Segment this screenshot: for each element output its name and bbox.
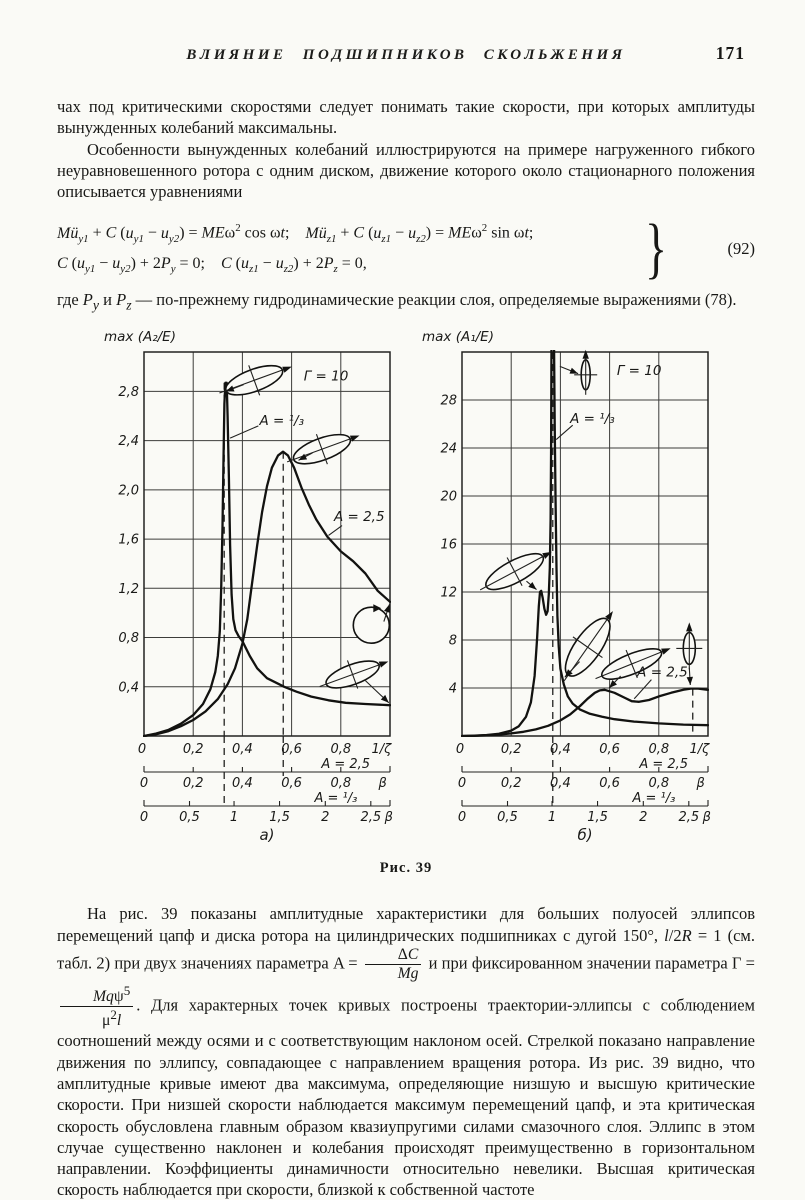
- svg-text:1,2: 1,2: [118, 582, 139, 598]
- svg-text:0,8: 0,8: [648, 742, 670, 758]
- page-number: 171: [715, 43, 745, 63]
- svg-text:0,4: 0,4: [550, 742, 571, 758]
- page-header: [57, 43, 755, 68]
- svg-text:16: 16: [440, 537, 457, 553]
- figure-caption: Рис. 39: [379, 860, 433, 877]
- svg-text:0,5: 0,5: [179, 810, 200, 826]
- svg-text:0,4: 0,4: [118, 680, 139, 696]
- equation-92: [57, 210, 755, 286]
- paragraph-after-equation: где $P_y$ и $P_z$ — по-прежнему гидродинамические реакции слоя, определяемые выражениями (78).: [57, 290, 737, 313]
- svg-text:а): а): [259, 826, 275, 845]
- svg-text:4: 4: [448, 681, 457, 697]
- svg-text:1/ζ: 1/ζ: [689, 742, 710, 758]
- equation-brace: }: [645, 210, 668, 286]
- svg-text:0: 0: [457, 776, 467, 792]
- equation-line-1: $Mü_{y1} + C$ $(u_{y1} - u_{y2}) = ME\omega^2$ cos ωt; $Mü_{z1} + C$ $(u_{z1} - u_{z2}) = ME\omega^2$ sin ωt;: [57, 222, 534, 245]
- svg-text:A = ¹/₃: A = ¹/₃: [259, 413, 305, 430]
- svg-text:0,2: 0,2: [182, 742, 204, 758]
- paragraph-continuation: чах под критическими скоростями следует понимать такие скорости, при которых амплитуды вынужденных колебаний максимальны.: [57, 97, 755, 138]
- svg-text:1,5: 1,5: [269, 810, 290, 826]
- svg-text:β: β: [378, 776, 387, 792]
- svg-text:A = 2,5: A = 2,5: [639, 757, 689, 773]
- svg-text:A = 2,5: A = 2,5: [321, 757, 371, 773]
- svg-text:б): б): [577, 826, 593, 845]
- svg-text:2: 2: [321, 810, 330, 826]
- svg-text:0,8: 0,8: [330, 776, 352, 792]
- svg-text:A = ¹/₃: A = ¹/₃: [314, 791, 358, 807]
- svg-text:A = ¹/₃: A = ¹/₃: [632, 791, 676, 807]
- svg-text:2,8: 2,8: [118, 385, 139, 401]
- svg-text:β: β: [384, 810, 393, 826]
- svg-text:0,4: 0,4: [232, 742, 253, 758]
- svg-text:max (A₁/E): max (A₁/E): [422, 329, 494, 346]
- svg-text:β: β: [702, 810, 711, 826]
- svg-text:2,5: 2,5: [678, 810, 700, 826]
- svg-text:0,8: 0,8: [118, 631, 139, 647]
- chart-b: [414, 326, 716, 860]
- svg-text:28: 28: [440, 393, 457, 409]
- svg-text:1: 1: [547, 810, 557, 826]
- figure-charts-row: [57, 326, 755, 860]
- svg-text:0,2: 0,2: [500, 776, 522, 792]
- svg-text:1: 1: [229, 810, 239, 826]
- svg-text:0,5: 0,5: [497, 810, 518, 826]
- svg-text:8: 8: [448, 633, 457, 649]
- svg-text:2,4: 2,4: [118, 434, 139, 450]
- svg-text:20: 20: [440, 489, 457, 505]
- svg-text:0,2: 0,2: [182, 776, 204, 792]
- svg-text:0,4: 0,4: [232, 776, 253, 792]
- svg-text:0,8: 0,8: [330, 742, 352, 758]
- svg-text:1,6: 1,6: [118, 532, 139, 548]
- svg-text:2,0: 2,0: [118, 483, 139, 499]
- svg-text:0: 0: [137, 742, 147, 758]
- svg-text:12: 12: [440, 585, 457, 601]
- svg-text:A = 2,5: A = 2,5: [333, 509, 385, 526]
- paragraph-intro: Особенности вынужденных колебаний иллюстрируются на примере нагруженного гибкого неуравновешенного ротора с одним диском, движение которого около стационарного положения описывается уравнениями: [57, 139, 755, 202]
- svg-text:24: 24: [440, 441, 457, 457]
- svg-text:0,6: 0,6: [281, 776, 302, 792]
- svg-text:β: β: [696, 776, 705, 792]
- svg-text:A = 2,5: A = 2,5: [637, 664, 688, 681]
- svg-text:max (A₂/E): max (A₂/E): [104, 329, 176, 346]
- svg-text:A = ¹/₃: A = ¹/₃: [570, 411, 615, 428]
- running-head: ВЛИЯНИЕ ПОДШИПНИКОВ СКОЛЬЖЕНИЯ: [186, 47, 626, 63]
- svg-text:1,5: 1,5: [587, 810, 608, 826]
- svg-text:0,4: 0,4: [550, 776, 571, 792]
- svg-text:0,2: 0,2: [500, 742, 522, 758]
- svg-text:2: 2: [639, 810, 648, 826]
- svg-text:0: 0: [139, 776, 149, 792]
- chart-a: [96, 326, 398, 860]
- paragraph-discussion: На рис. 39 показаны амплитудные характеристики для больших полуосей эллипсов перемещений цапф и диска ротора на цилиндрических подшипниках с дугой 150°, l/2R = 1 (см. табл. 2) при двух значениях параметра A = $\frac{\Delta C}{Mg}$ и при фиксированном значении параметра Г = $\frac{Mq\psi^5}{\mu^2l}$ . Для характерных точек кривых построены траектории-эллипсы с соблюдением соотношений между осями и с соответствующим наклоном осей. Стрелкой показано направление движения по эллипсу, совпадающее с направлением вращения ротора. Из рис. 39 видно, что амплитудные кривые имеют два максимума, определяющие низшую и высшую критические скорости. При низшей скорости наблюдается максимум перемещений цапф, и эта критическая скорость обусловлена главным образом квазиупругими силами смазочного слоя. Эллипс в этом случае существенно наклонен и колебания происходят преимущественно в горизонтальном направлении. Коэффициенты динамичности относительно невелики. Высшая критическая скорость наблюдается при скорости, близкой к собственной частоте: [57, 904, 755, 1200]
- svg-text:0: 0: [139, 810, 149, 826]
- svg-text:0,8: 0,8: [648, 776, 670, 792]
- svg-text:Г = 10: Г = 10: [303, 368, 349, 385]
- equation-line-2: C $(u_{y1} - u_{y2}) + 2P_y = 0$; C $(u_{z1} - u_{z2}) + 2P_z = 0$,: [57, 255, 367, 276]
- equation-number: (92): [727, 238, 755, 258]
- svg-text:0,6: 0,6: [281, 742, 302, 758]
- equation-lines: [57, 218, 637, 279]
- svg-text:2,5: 2,5: [360, 810, 382, 826]
- svg-text:Г = 10: Г = 10: [616, 363, 662, 380]
- svg-text:0: 0: [455, 742, 465, 758]
- svg-text:0: 0: [457, 810, 467, 826]
- svg-text:0,6: 0,6: [599, 776, 620, 792]
- svg-text:1/ζ: 1/ζ: [371, 742, 392, 758]
- figure-39: [57, 326, 755, 877]
- svg-text:0,6: 0,6: [599, 742, 620, 758]
